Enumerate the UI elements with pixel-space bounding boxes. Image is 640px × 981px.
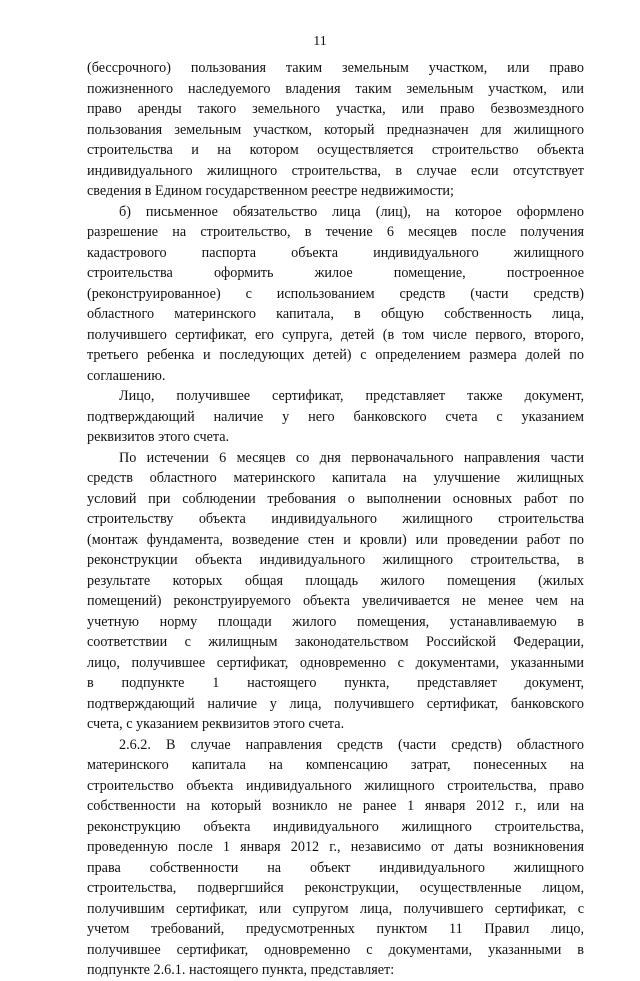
text-line: По истечении 6 месяцев со дня первоначального направления части — [119, 449, 584, 466]
page-number: 11 — [313, 34, 327, 49]
text-line: (бессрочного) пользования таким земельным участком, или право — [87, 60, 584, 76]
text-line: получившего сертификат, его супруга, детей (в том числе первого, второго, — [87, 326, 584, 343]
text-line: Лицо, получившее сертификат, представляет также документ, — [119, 388, 584, 404]
text-line: результате которых общая площадь жилого помещения (жилых — [87, 572, 584, 589]
text-line: пользования земельным участком, который предназначен для жилищного — [87, 121, 584, 138]
text-line: (монтаж фундамента, возведение стен и кровли) или проведении работ по — [87, 531, 584, 548]
text-line: б) письменное обязательство лица (лиц), на которое оформлено — [119, 203, 584, 220]
text-line: лицо, получившее сертификат, одновременно с документами, указанными — [87, 654, 584, 671]
text-line: права собственности на объект индивидуального жилищного — [87, 859, 584, 876]
text-line: соответствии с жилищным законодательством Российской Федерации, — [87, 634, 584, 650]
text-line: областного материнского капитала, в общую собственность лица, — [87, 306, 584, 322]
text-line: подтверждающий наличие у него банковского счета с указанием — [87, 408, 584, 425]
text-line: условий при соблюдении требования о выполнении основных работ по — [87, 490, 584, 507]
text-line: (реконструированное) с использованием средств (части средств) — [87, 285, 584, 302]
text-line: получившее сертификат, одновременно с документами, указанными в — [87, 941, 584, 958]
text-line: индивидуального жилищного строительства, в случае если отсутствует — [87, 162, 584, 179]
text-line: строительству объекта индивидуального жилищного строительства — [87, 511, 584, 527]
text-line: сведения в Едином государственном реестре недвижимости; — [87, 183, 454, 199]
text-line: средств областного материнского капитала на улучшение жилищных — [87, 470, 584, 486]
text-line: строительства, подвергшийся реконструкции, осуществленные лицом, — [87, 880, 584, 896]
text-line: материнского капитала на компенсацию затрат, понесенных на — [87, 757, 584, 773]
text-line: проведенную после 1 января 2012 г., независимо от даты возникновения — [87, 839, 584, 855]
text-line: получившим сертификат, или супругом лица, получившего сертификат, с — [87, 900, 584, 917]
text-line: реконструкцию объекта индивидуального жилищного строительства, — [87, 818, 584, 835]
text-line: подпункте 2.6.1. настоящего пункта, представляет: — [87, 962, 395, 978]
text-line: строительства и на котором осуществляется строительство объекта — [87, 142, 584, 158]
text-line: счета, с указанием реквизитов этого счета. — [87, 716, 345, 732]
text-line: строительство объекта индивидуального жилищного строительства, право — [87, 777, 584, 794]
text-line: реквизитов этого счета. — [87, 429, 230, 445]
text-line: третьего ребенка и последующих детей) с определением размера долей по — [87, 347, 584, 363]
text-line: строительства оформить жилое помещение, построенное — [87, 265, 584, 281]
text-line: право аренды такого земельного участка, или право безвозмездного — [87, 101, 584, 117]
text-line: разрешение на строительство, в течение 6 месяцев после получения — [87, 224, 584, 240]
text-line: помещений) реконструируемого объекта увеличивается не менее чем на — [87, 593, 584, 609]
text-line: соглашению. — [87, 367, 166, 384]
text-line: кадастрового паспорта объекта индивидуального жилищного — [87, 244, 584, 261]
text-line: учетом требований, предусмотренных пунктом 11 Правил лицо, — [87, 921, 584, 937]
text-line: в подпункте 1 настоящего пункта, представляет документ, — [87, 675, 584, 691]
text-line: собственности на который возникло не ранее 1 января 2012 г., или на — [87, 798, 584, 814]
text-line: подтверждающий наличие у лица, получившего сертификат, банковского — [87, 695, 584, 712]
text-line: учетную норму площади жилого помещения, устанавливаемую в — [87, 613, 584, 630]
text-line: 2.6.2. В случае направления средств (части средств) областного — [119, 736, 584, 753]
text-line: пожизненного наследуемого владения таким земельным участком, или — [87, 80, 584, 97]
document-body — [87, 58, 584, 981]
text-line: реконструкции объекта индивидуального жилищного строительства, в — [87, 552, 584, 568]
